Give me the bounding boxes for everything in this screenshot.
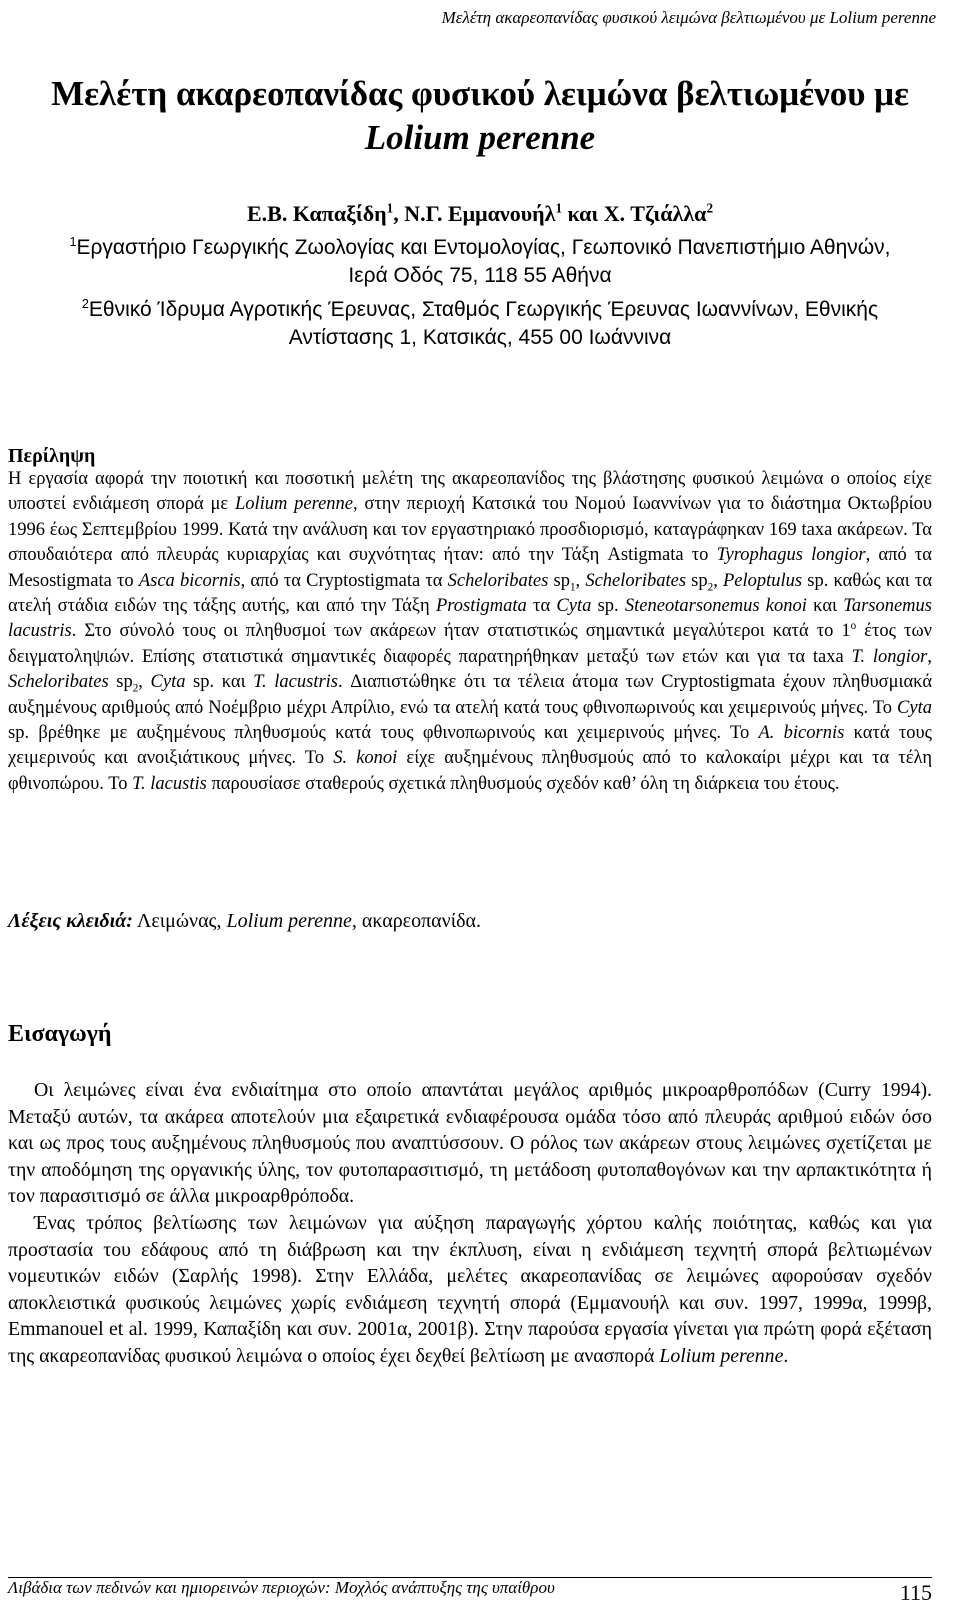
affiliation-2-mark: 2 — [81, 297, 89, 311]
title-line-1: Μελέτη ακαρεοπανίδας φυσικού λειμώνα βελτιωμένου με — [51, 74, 909, 113]
page-number: 115 — [899, 1580, 932, 1605]
running-header: Μελέτη ακαρεοπανίδας φυσικού λειμώνα βελτιωμένου με Lolium perenne — [441, 8, 936, 27]
author-2: , Ν.Γ. Εμμανουήλ — [393, 201, 556, 226]
affiliation-1-line-1 — [20, 234, 940, 262]
introduction-heading: Εισαγωγή — [8, 1021, 112, 1047]
affiliation-1-line-2: Ιερά Οδός 75, 118 55 Αθήνα — [348, 264, 612, 287]
keyword-3: , ακαρεοπανίδα. — [351, 910, 481, 932]
affiliation-2-text: Εθνικό Ίδρυμα Αγροτικής Έρευνας, Σταθμός Γεωργικής Έρευνας Ιωαννίνων, Εθνικής — [88, 298, 879, 321]
author-3-affil-mark: 2 — [706, 200, 714, 216]
author-1-affil-mark: 1 — [386, 200, 394, 216]
author-3: και Χ. Τζιάλλα — [562, 201, 707, 226]
keywords — [8, 908, 932, 934]
footer-journal: Λιβάδια των πεδινών και ημιορεινών περιοχών: Μοχλός ανάπτυξης της υπαίθρου — [8, 1578, 555, 1597]
title-species: Lolium perenne — [364, 118, 596, 157]
affiliation-2-line-2: Αντίστασης 1, Κατσικάς, 455 00 Ιωάννινα — [288, 326, 672, 349]
keyword-1: Λειμώνας, — [132, 910, 227, 932]
abstract-heading: Περίληψη — [8, 445, 96, 467]
affiliation-1 — [20, 234, 940, 290]
affiliation-2 — [20, 296, 940, 352]
title-line-2 — [0, 116, 960, 160]
affiliation-1-mark: 1 — [69, 235, 77, 249]
author-2-affil-mark: 1 — [555, 200, 563, 216]
keywords-label: Λέξεις κλειδιά: — [8, 910, 133, 932]
affiliation-2-line-1 — [20, 296, 940, 324]
introduction-body — [8, 1077, 932, 1370]
paper-title — [0, 72, 960, 160]
intro-paragraph-2: Ένας τρόπος βελτίωσης των λειμώνων για αύξηση παραγωγής χόρτου καλής ποιότητας, καθώς και για προστασία του εδάφους από τη διάβρωση και την έκπλυση, είναι η ενδιάμεση τεχνητή σπορά βελτιωμένων νομευτικών ειδών (Σαρλής 1998). Στην Ελλάδα, μελέτες ακαρεοπανίδας σε λειμώνες αφορούσαν σχεδόν αποκλειστικά φυσικούς λειμώνες χωρίς ενδιάμεση τεχνητή σπορά (Εμμανουήλ και συν. 1997, 1999α, 1999β, Emmanouel et al. 1999, Καπαξίδη και συν. 2001α, 2001β). Στην παρούσα εργασία γίνεται για πρώτη φορά εξέταση της ακαρεοπανίδας φυσικού λειμώνα ο οποίος έχει δεχθεί βελτίωση με ανασπορά Lolium perenne. — [8, 1211, 932, 1367]
author-list — [0, 200, 960, 228]
author-1: Ε.Β. Καπαξίδη — [246, 201, 387, 226]
abstract-text: Η εργασία αφορά την ποιοτική και ποσοτική μελέτη της ακαρεοπανίδος της βλάστησης φυσικού λειμώνα ο οποίος είχε υποστεί ενδιάμεση σπορά με Lolium perenne, στην περιοχή Κατσικά του Νομού Ιωαννίνων για το διάστημα Οκτωβρίου 1996 έως Σεπτεμβρίου 1999. Κατά την ανάλυση και τον εργαστηριακό προσδιορισμό, καταγράφηκαν 169 taxa ακάρεων. Τα σπουδαιότερα από πλευράς κυριαρχίας και συχνότητας ήταν: από την Τάξη Astigmata το Tyrophagus longior, από τα Mesostigmata το Asca bicornis, από τα Cryptostigmata τα Scheloribates $sp_1$, Scheloribates $sp_2$, Peloptulus sp. καθώς και τα ατελή στάδια ειδών της τάξης αυτής, και από την Τάξη Prostigmata τα Cyta sp. Steneotarsonemus konoi και Tarsonemus lacustris. Στο σύνολό τους οι πληθυσμοί των ακάρεων ήταν στατιστικώς σημαντικά μεγαλύτεροι κατά το $1^o$ έτος των δειγματοληψιών. Επίσης στατιστικά σημαντικές διαφορές παρατηρήθηκαν μεταξύ των ετών και για τα taxa T. longior, Scheloribates $sp_2$, Cyta sp. και T. lacustris. Διαπιστώθηκε ότι τα τέλεια άτομα των Cryptostigmata έχουν πληθυσμιακά αυξημένους αριθμούς από Νοέμβριο μέχρι Απρίλιο, ενώ τα ατελή κατά τους φθινοπωρινούς και χειμερινούς μήνες. Το Cyta sp. βρέθηκε με αυξημένους πληθυσμούς κατά τους φθινοπωρινούς και χειμερινούς μήνες. Το A. bicornis κατά τους χειμερινούς και ανοιξιάτικους μήνες. Το S. konoi είχε αυξημένους πληθυσμούς από το καλοκαίρι μέχρι και τα τέλη φθινοπώρου. Το T. lacustis παρουσίασε σταθερούς σχετικά πληθυσμούς σχεδόν καθ’ όλη τη διάρκεια του έτους. — [8, 469, 933, 794]
keyword-2: Lolium perenne — [226, 910, 352, 932]
affiliation-1-text: Εργαστήριο Γεωργικής Ζωολογίας και Εντομολογίας, Γεωπονικό Πανεπιστήμιο Αθηνών, — [76, 236, 891, 259]
intro-paragraph-1: Οι λειμώνες είναι ένα ενδιαίτημα στο οποίο απαντάται μεγάλος αριθμός μικροαρθροπόδων (Curry 1994). Μεταξύ αυτών, τα ακάρεα αποτελούν μια εξαιρετικά ενδιαφέρουσα ομάδα τόσο από πλευράς αριθμού ειδών όσο και ως προς τους αυξημένους πληθυσμούς που αναπτύσσουν. Ο ρόλος των ακάρεων στους λειμώνες σχετίζεται με την αποδόμηση της οργανικής ύλης, τον φυτοπαρασιτισμό, τη μετάδοση φυτοπαθογόνων και την αρπακτικότητα ή τον παρασιτισμό σε άλλα μικροαρθρόποδα. — [8, 1079, 932, 1208]
